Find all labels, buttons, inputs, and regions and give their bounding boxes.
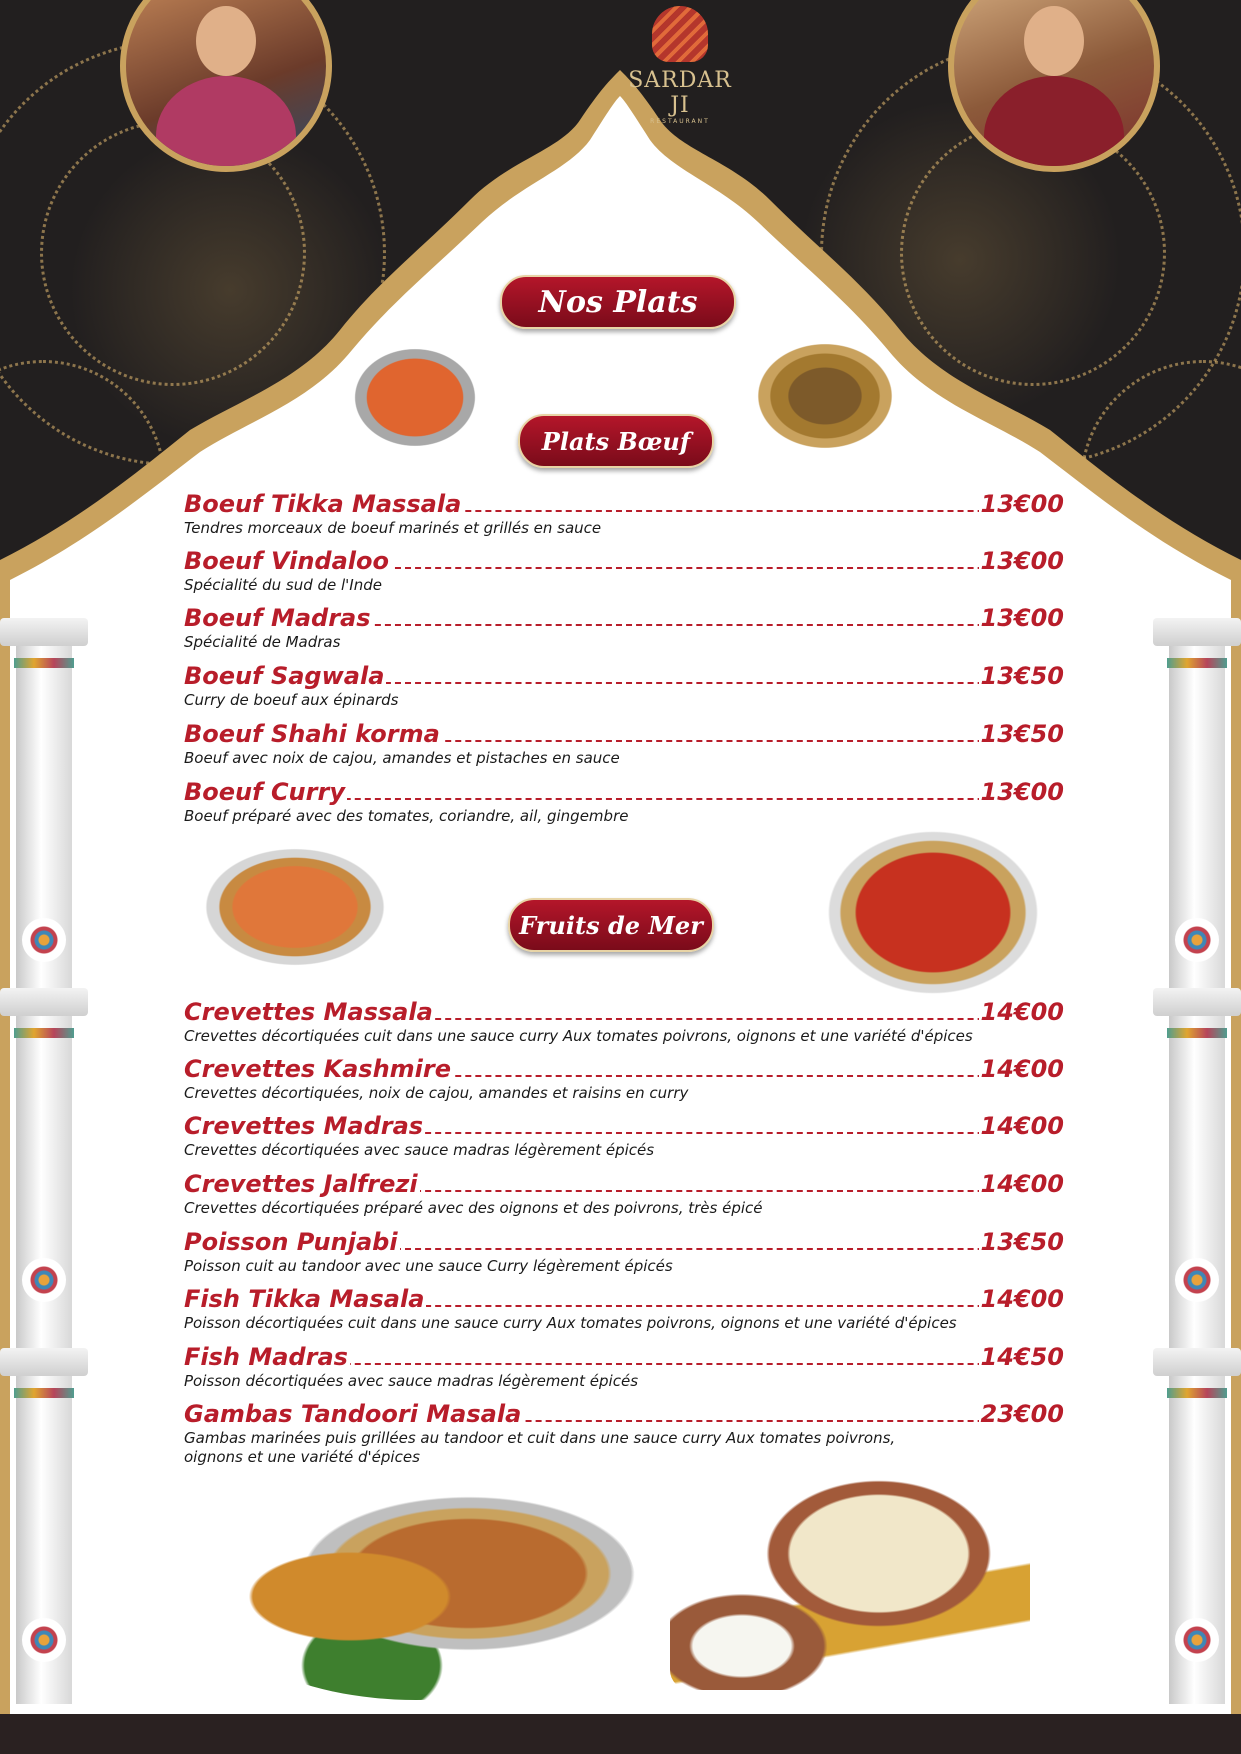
menu-item-description: Curry de boeuf aux épinards bbox=[184, 691, 399, 709]
menu-item bbox=[184, 777, 1064, 826]
menu-item-name: Boeuf Vindaloo bbox=[184, 547, 389, 575]
menu-item-description: Tendres morceaux de boeuf marinés et grillés en sauce bbox=[184, 519, 602, 537]
menu-item-price: 13€50 bbox=[980, 720, 1064, 748]
menu-item-price: 13€50 bbox=[980, 1228, 1064, 1256]
dish-photo-curry-pan bbox=[340, 348, 490, 458]
menu-item-price: 14€00 bbox=[980, 1112, 1064, 1140]
menu-item-price: 14€50 bbox=[980, 1343, 1064, 1371]
pillar-band bbox=[14, 658, 74, 668]
pillar-capital bbox=[1153, 1348, 1241, 1376]
menu-item bbox=[184, 546, 1064, 595]
dish-photo-beef-bowl bbox=[740, 342, 910, 462]
dish-photo-shrimp-korma bbox=[180, 832, 410, 982]
menu-item-description: Boeuf préparé avec des tomates, coriandre, ail, gingembre bbox=[184, 807, 629, 825]
pillar-shaft bbox=[1169, 638, 1225, 1704]
dish-photo-tandoori-platter bbox=[196, 1470, 636, 1700]
pillar-capital bbox=[1153, 988, 1241, 1016]
menu-item-name: Boeuf Madras bbox=[184, 604, 371, 632]
menu-item-description: Crevettes décortiquées cuit dans une sauce curry Aux tomates poivrons, oignons et une variété d'épices bbox=[184, 1027, 973, 1045]
menu-item-name: Crevettes Madras bbox=[184, 1112, 424, 1140]
menu-item-name: Poisson Punjabi bbox=[184, 1228, 398, 1256]
menu-item-heading bbox=[184, 1342, 1064, 1372]
section-title-text: Plats Bœuf bbox=[541, 426, 691, 456]
menu-item bbox=[184, 1111, 1064, 1160]
menu-item bbox=[184, 661, 1064, 710]
pillar-capital bbox=[1153, 618, 1241, 646]
brand-logo bbox=[620, 6, 740, 125]
menu-item bbox=[184, 997, 1064, 1046]
bottom-bar bbox=[0, 1714, 1241, 1754]
menu-item-price: 13€00 bbox=[980, 490, 1064, 518]
menu-item-name: Fish Madras bbox=[184, 1343, 348, 1371]
menu-item-description: Boeuf avec noix de cajou, amandes et pistaches en sauce bbox=[184, 749, 620, 767]
menu-item-name: Fish Tikka Masala bbox=[184, 1285, 425, 1313]
menu-item-heading bbox=[184, 489, 1064, 519]
menu-item-name: Crevettes Massala bbox=[184, 998, 433, 1026]
menu-item-heading bbox=[184, 603, 1064, 633]
section-title-text: Fruits de Mer bbox=[519, 910, 703, 940]
menu-item-name: Crevettes Kashmire bbox=[184, 1055, 452, 1083]
menu-item-description: Crevettes décortiquées avec sauce madras légèrement épicés bbox=[184, 1141, 655, 1159]
pillar-band bbox=[1167, 1028, 1227, 1038]
menu-item-price: 23€00 bbox=[980, 1400, 1064, 1428]
pillar-capital bbox=[0, 988, 88, 1016]
menu-item-heading bbox=[184, 777, 1064, 807]
menu-item-heading bbox=[184, 1169, 1064, 1199]
menu-item-heading bbox=[184, 546, 1064, 576]
menu-item bbox=[184, 1284, 1064, 1333]
menu-item-heading bbox=[184, 997, 1064, 1027]
rosette-icon bbox=[1175, 918, 1219, 962]
section-title-beef bbox=[518, 414, 714, 468]
menu-item bbox=[184, 1227, 1064, 1276]
pillar-band bbox=[1167, 1388, 1227, 1398]
menu-item-description: Poisson cuit au tandoor avec une sauce Curry légèrement épicés bbox=[184, 1257, 673, 1275]
menu-item bbox=[184, 1169, 1064, 1218]
menu-item-description: Poisson décortiquées cuit dans une sauce curry Aux tomates poivrons, oignons et une variété d'épices bbox=[184, 1314, 957, 1332]
menu-item-name: Boeuf Curry bbox=[184, 778, 345, 806]
rosette-icon bbox=[1175, 1618, 1219, 1662]
menu-item-heading bbox=[184, 1111, 1064, 1141]
menu-item bbox=[184, 1342, 1064, 1391]
menu-item-price: 13€50 bbox=[980, 662, 1064, 690]
menu-item bbox=[184, 603, 1064, 652]
pillar-capital bbox=[0, 1348, 88, 1376]
rosette-icon bbox=[22, 1258, 66, 1302]
pillar-capital bbox=[0, 618, 88, 646]
menu-item-price: 14€00 bbox=[980, 1055, 1064, 1083]
menu-item-price: 14€00 bbox=[980, 1285, 1064, 1313]
menu-item-price: 14€00 bbox=[980, 998, 1064, 1026]
menu-item-heading bbox=[184, 719, 1064, 749]
menu-item-price: 13€00 bbox=[980, 604, 1064, 632]
page-title bbox=[500, 275, 736, 329]
menu-item-description: Spécialité de Madras bbox=[184, 633, 341, 651]
brand-name: SARDAR JI bbox=[628, 68, 732, 118]
brand-tagline: RESTAURANT bbox=[650, 118, 710, 125]
pillar-right bbox=[1153, 618, 1241, 1704]
menu-item-price: 13€00 bbox=[980, 778, 1064, 806]
menu-item-name: Gambas Tandoori Masala bbox=[184, 1400, 522, 1428]
menu-item-description: Crevettes décortiquées préparé avec des oignons et des poivrons, très épicé bbox=[184, 1199, 763, 1217]
menu-item-heading bbox=[184, 661, 1064, 691]
menu-item-name: Boeuf Sagwala bbox=[184, 662, 385, 690]
menu-item-name: Crevettes Jalfrezi bbox=[184, 1170, 418, 1198]
menu-item-price: 13€00 bbox=[980, 547, 1064, 575]
menu-item-description: Spécialité du sud de l'Inde bbox=[184, 576, 382, 594]
menu-item bbox=[184, 1054, 1064, 1103]
page-title-text: Nos Plats bbox=[538, 284, 698, 320]
menu-item-description: Poisson décortiquées avec sauce madras légèrement épicés bbox=[184, 1372, 639, 1390]
pillar-left bbox=[0, 618, 88, 1704]
menu-item-heading bbox=[184, 1399, 1064, 1429]
menu-item-description: Gambas marinées puis grillées au tandoor et cuit dans une sauce curry Aux tomates poivrons, oignons et une variété d'épices bbox=[184, 1429, 896, 1466]
pillar-band bbox=[14, 1028, 74, 1038]
menu-item bbox=[184, 719, 1064, 768]
menu-item-heading bbox=[184, 1284, 1064, 1314]
rosette-icon bbox=[22, 918, 66, 962]
menu-item-name: Boeuf Tikka Massala bbox=[184, 490, 462, 518]
pillar-band bbox=[14, 1388, 74, 1398]
dish-photo-biryani bbox=[670, 1470, 1030, 1690]
menu-item bbox=[184, 489, 1064, 538]
menu-item-heading bbox=[184, 1054, 1064, 1084]
menu-item-description: Crevettes décortiquées, noix de cajou, amandes et raisins en curry bbox=[184, 1084, 689, 1102]
section-title-seafood bbox=[508, 898, 714, 952]
dish-photo-chili-prawns bbox=[798, 808, 1068, 998]
pillar-shaft bbox=[16, 638, 72, 1704]
menu-item-name: Boeuf Shahi korma bbox=[184, 720, 440, 748]
pillar-band bbox=[1167, 658, 1227, 668]
rosette-icon bbox=[22, 1618, 66, 1662]
logo-emblem-icon bbox=[652, 6, 708, 62]
menu-item-heading bbox=[184, 1227, 1064, 1257]
menu-item bbox=[184, 1399, 1064, 1467]
menu-item-price: 14€00 bbox=[980, 1170, 1064, 1198]
rosette-icon bbox=[1175, 1258, 1219, 1302]
